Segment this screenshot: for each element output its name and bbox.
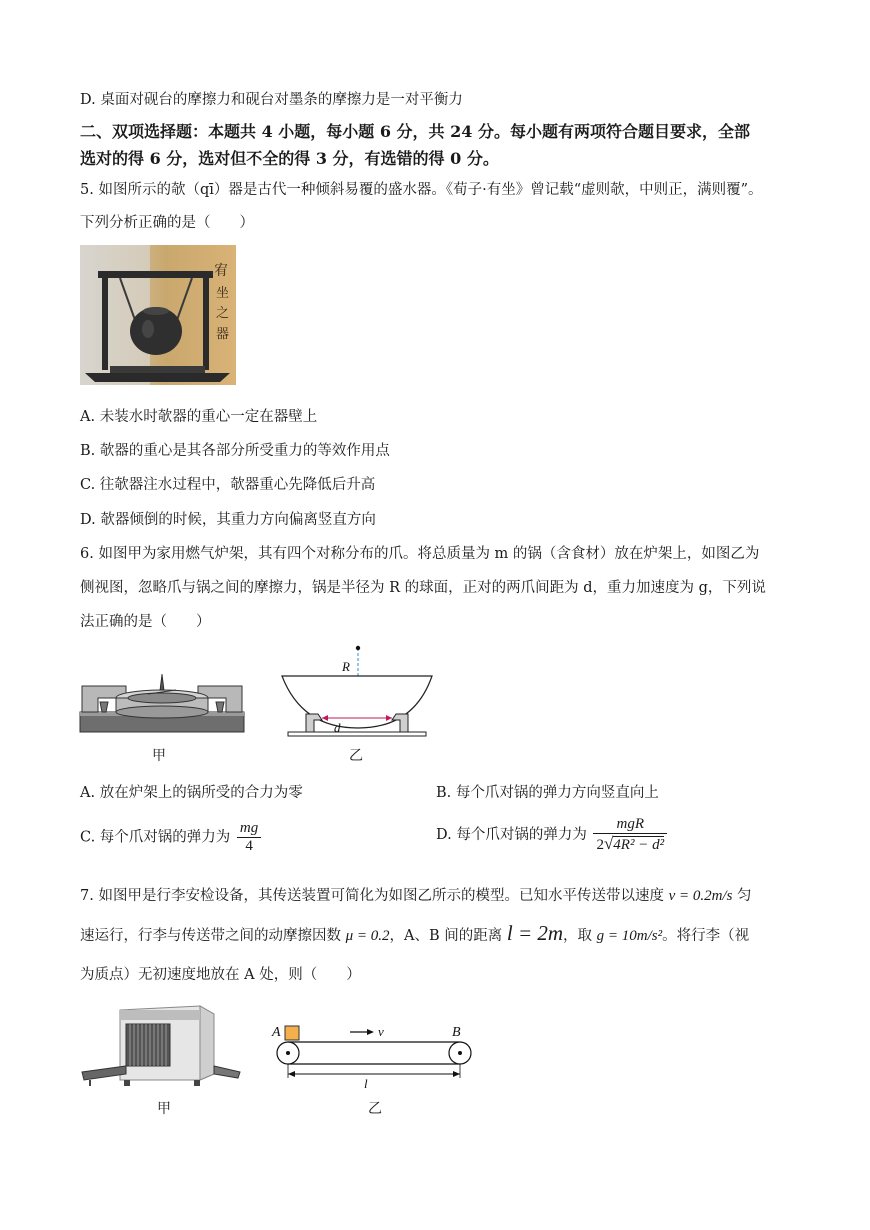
photo-calligraphy: 宥: [214, 264, 228, 279]
sqrt-icon: √: [603, 834, 614, 853]
fraction-numerator: mgR: [593, 816, 667, 834]
section-heading-line1: 二、双项选择题：本题共 4 小题，每小题 6 分，共 24 分。每小题有两项符合题目要求，全部: [80, 122, 750, 141]
fraction-numerator: mg: [237, 820, 261, 838]
label-v: v: [378, 1024, 384, 1039]
q5-stem-line2: 下列分析正确的是（ ）: [80, 215, 254, 231]
q6-option-d-fraction: [593, 816, 667, 854]
q7-line1-end: 匀: [737, 888, 752, 904]
q6-option-a: A. 放在炉架上的锅所受的合力为零: [80, 785, 303, 801]
q5-stem-line1: 5. 如图所示的欹（qī）器是古代一种倾斜易覆的盛水器。《荀子·有坐》曾记载“虚则欹，中则正，满则覆”。: [80, 182, 763, 198]
svg-text:器: 器: [216, 326, 230, 341]
q7-line2-text: 速运行，行李与传送带之间的动摩擦因数: [80, 928, 341, 944]
label-d: d: [334, 720, 341, 735]
q7-figure-jia-label: 甲: [157, 1101, 171, 1117]
q7-line1-text: 7. 如图甲是行李安检设备，其传送装置可简化为如图乙所示的模型。已知水平传送带以速度: [80, 888, 664, 904]
q6-stem-line1: 6. 如图甲为家用燃气炉架，其有四个对称分布的爪。将总质量为 m 的锅（含食材）放在炉架上，如图乙为: [80, 546, 760, 562]
sphere-center-dot: [356, 646, 360, 650]
prev-option-d: D. 桌面对砚台的摩擦力和砚台对墨条的摩擦力是一对平衡力: [80, 92, 463, 108]
q7-velocity-value: v = 0.2m/s: [668, 888, 733, 904]
section-heading-line2: 选对的得 6 分，选对但不全的得 3 分，有选错的得 0 分。: [80, 149, 499, 168]
fraction-denominator: 4: [245, 838, 253, 854]
q6-stem-line3: 法正确的是（ ）: [80, 614, 211, 630]
q6-stem-line2: 侧视图，忽略爪与锅之间的摩擦力，锅是半径为 R 的球面，正对的两爪间距为 d，重力加速度为 g，下列说: [80, 580, 766, 596]
q7-line2-take: ，取: [563, 928, 593, 944]
q7-stem-line2: [80, 921, 749, 946]
stove-rack-figure: [78, 668, 248, 740]
q5-option-d: D. 欹器倾倒的时候，其重力方向偏离竖直方向: [80, 512, 376, 528]
q7-figure-yi-label: 乙: [368, 1101, 382, 1117]
label-B: B: [452, 1025, 461, 1040]
q7-distance-value: l = 2m: [506, 921, 564, 945]
svg-text:坐: 坐: [216, 285, 230, 300]
q6-option-d: [436, 816, 667, 854]
q6-option-d-text: D. 每个爪对锅的弹力为: [436, 827, 587, 843]
q6-figure-jia-label: 甲: [152, 748, 166, 764]
label-R: R: [342, 659, 350, 674]
conveyor-model-figure: [268, 1020, 478, 1092]
q6-option-c: [80, 820, 261, 855]
q6-option-c-fraction: [237, 820, 261, 855]
q5-option-c: C. 往欹器注水过程中，欹器重心先降低后升高: [80, 477, 376, 493]
q7-line2-end: 。将行李（视: [662, 928, 750, 944]
q7-line2-mid: ，A、B 间的距离: [389, 928, 503, 944]
q6-figure-yi-label: 乙: [349, 748, 363, 764]
fraction-denominator: [593, 834, 667, 854]
q7-stem-line1: [80, 884, 752, 905]
radicand: 4R² − d²: [613, 837, 665, 853]
svg-text:之: 之: [216, 305, 230, 320]
pot-side-view-figure: [276, 644, 436, 740]
q6-option-b: B. 每个爪对锅的弹力方向竖直向上: [436, 785, 659, 801]
q7-stem-line3: 为质点）无初速度地放在 A 处，则（ ）: [80, 967, 361, 983]
q5-option-a: A. 未装水时欹器的重心一定在器壁上: [80, 409, 318, 425]
q5-option-b: B. 欹器的重心是其各部分所受重力的等效作用点: [80, 443, 390, 459]
q6-option-c-text: C. 每个爪对锅的弹力为: [80, 829, 231, 846]
qi-vessel-photo: [80, 245, 236, 385]
q7-gravity-value: g = 10m/s²: [596, 928, 663, 944]
q7-mu-value: μ = 0.2: [345, 928, 390, 944]
luggage-block: [285, 1026, 299, 1040]
label-A: A: [272, 1025, 281, 1040]
security-scanner-figure: [80, 1000, 242, 1090]
label-l: l: [364, 1076, 368, 1091]
den-coefficient: 2: [596, 837, 604, 853]
